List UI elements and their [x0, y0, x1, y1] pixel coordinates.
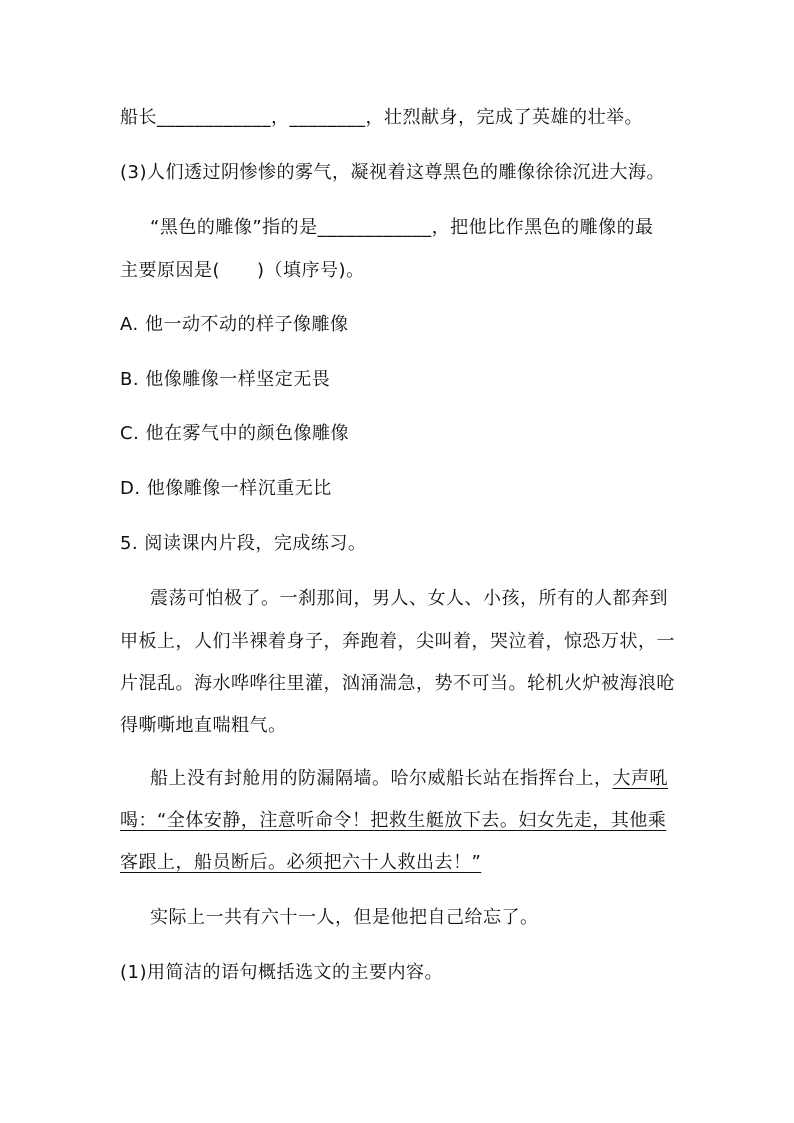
passage-paragraph-1-line-4: 得嘶嘶地直喘粗气。	[120, 715, 287, 736]
question-3: (3)人们透过阴惨惨的雾气，凝视着这尊黑色的雕像徐徐沉进大海。	[120, 162, 665, 183]
option-d: D. 他像雕像一样沉重无比	[120, 478, 332, 499]
question-3-blank: “黑色的雕像”指的是____________，把他比作黑色的雕像的最	[150, 217, 654, 238]
passage-paragraph-1-line-3: 片混乱。海水哗哗往里灌，汹涌湍急，势不可当。轮机火炉被海浪呛	[120, 673, 675, 694]
option-a: A. 他一动不动的样子像雕像	[120, 314, 349, 335]
answer-line-captain: 船长____________，________，壮烈献身，完成了英雄的壮举。	[120, 107, 643, 128]
passage-paragraph-3: 实际上一共有六十一人，但是他把自己给忘了。	[150, 907, 539, 928]
passage-text: 船上没有封舱用的防漏隔墙。哈尔威船长站在指挥台上，	[150, 768, 613, 789]
passage-paragraph-2-line-2	[120, 809, 694, 833]
question-5-title: 5. 阅读课内片段，完成练习。	[120, 533, 367, 554]
passage-paragraph-2-line-1	[150, 767, 694, 791]
question-5-1: (1)用简洁的语句概括选文的主要内容。	[120, 962, 443, 983]
underlined-text: 客跟上，船员断后。必须把六十人救出去！”	[120, 852, 482, 873]
passage-paragraph-1-line-2: 甲板上，人们半裸着身子，奔跑着，尖叫着，哭泣着，惊恐万状，一	[120, 631, 675, 652]
option-c: C. 他在雾气中的颜色像雕像	[120, 423, 350, 444]
underlined-text: 大声吼	[612, 768, 668, 789]
passage-paragraph-2-line-3	[120, 851, 694, 875]
option-b: B. 他像雕像一样坚定无畏	[120, 369, 331, 390]
question-3-choice-prompt: 主要原因是( )（填序号)。	[120, 260, 365, 281]
underlined-text: 喝：“全体安静，注意听命令！把救生艇放下去。妇女先走，其他乘	[120, 810, 667, 831]
passage-paragraph-1-line-1: 震荡可怕极了。一刹那间，男人、女人、小孩，所有的人都奔到	[150, 588, 668, 609]
